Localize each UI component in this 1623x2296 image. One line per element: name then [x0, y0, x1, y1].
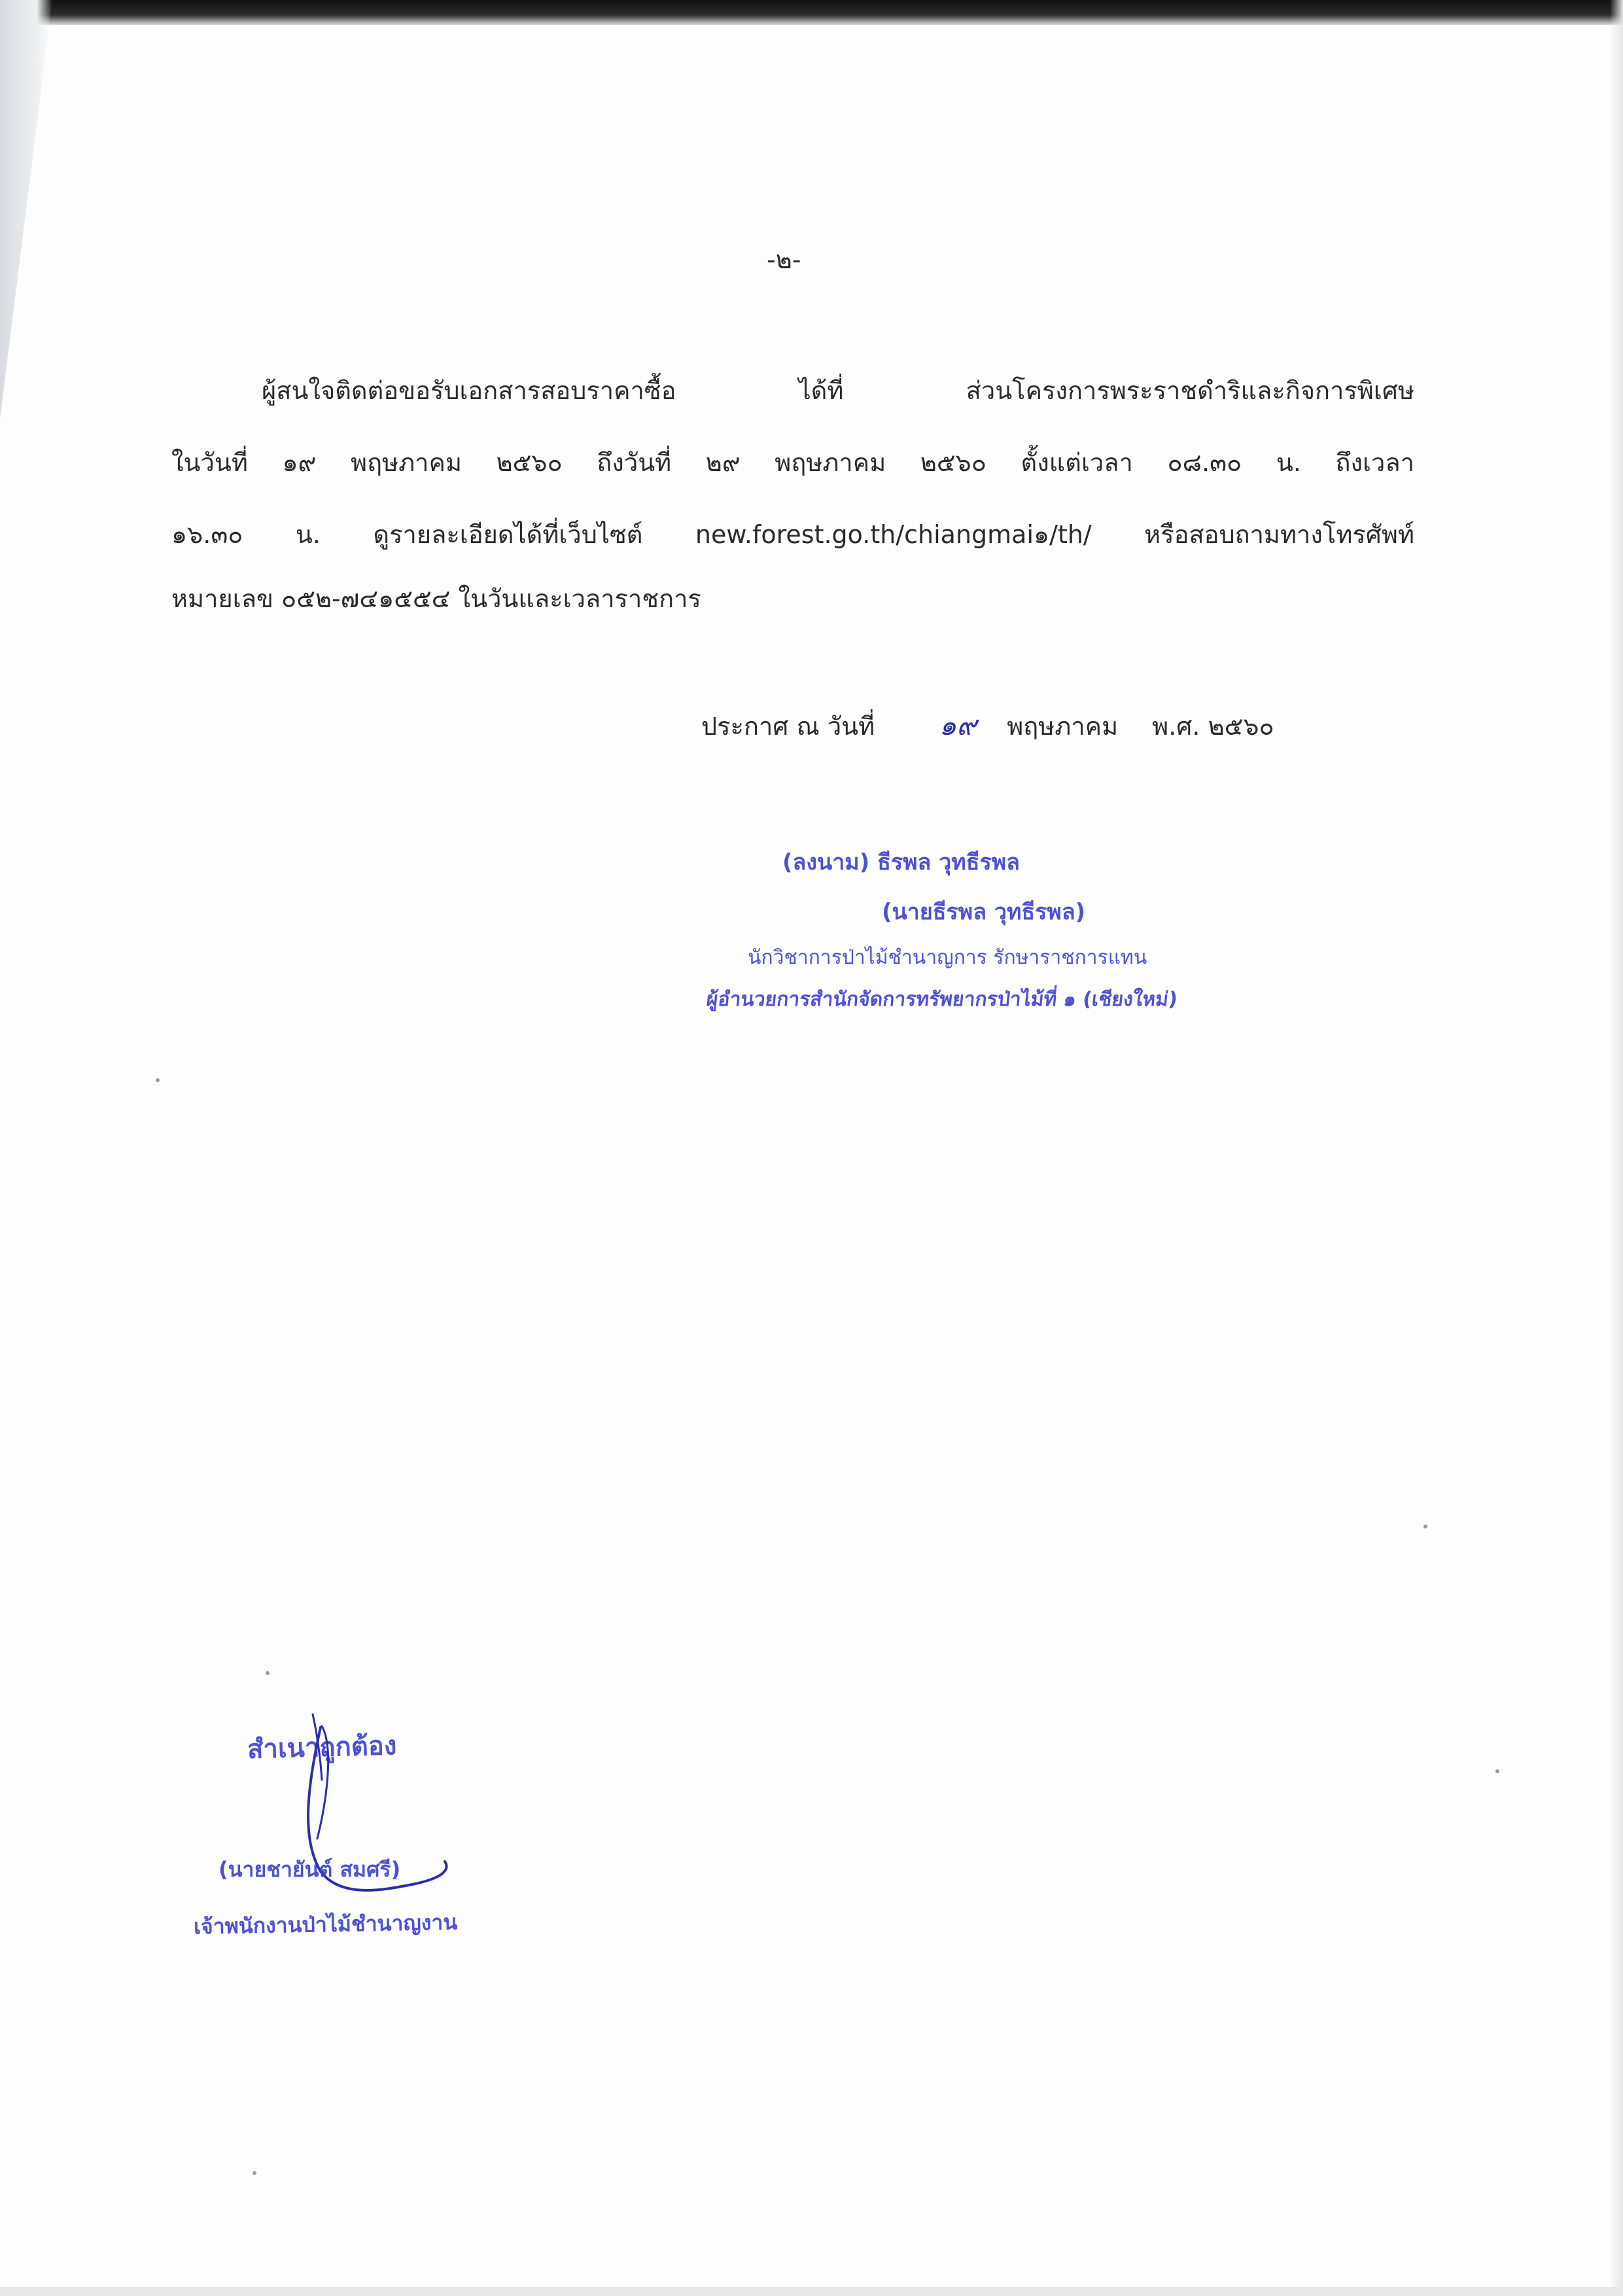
handwritten-day: ๑๙ [939, 709, 977, 741]
body-paragraph-line: ๑๖.๓๐ น. ดูรายละเอียดได้ที่เว็บไซต์ new.forest.go.th/chiangmai๑/th/ หรือสอบถามทางโทรศัพท์ [171, 520, 1414, 549]
announcement-date [701, 704, 1274, 747]
certified-copy-role: เจ้าพนักงานป่าไม้ชำนาญงาน [193, 1909, 458, 1939]
scan-speck [253, 2171, 256, 2175]
stamp-acting-director: ผู้อำนวยการสำนักจัดการทรัพยากรป่าไม้ที่ ๑ (เชียงใหม่) [705, 988, 1179, 1011]
scan-speck [1495, 1769, 1499, 1773]
stamp-signer-position: นักวิชาการป่าไม้ชำนาญการ รักษาราชการแทน [748, 946, 1147, 969]
body-paragraph-line: หมายเลข ๐๕๒-๗๔๑๕๕๔ ในวันและเวลาราชการ [171, 584, 701, 613]
scan-speck [266, 1671, 270, 1675]
scan-speck [156, 1078, 160, 1082]
body-paragraph-line: ในวันที่ ๑๙ พฤษภาคม ๒๕๖๐ ถึงวันที่ ๒๙ พฤษภาคม ๒๕๖๐ ตั้งแต่เวลา ๐๘.๓๐ น. ถึงเวลา [171, 448, 1414, 477]
stamp-signed-line: (ลงนาม) ธีรพล วุทธีรพล [782, 849, 1020, 875]
page-number: -๒- [767, 245, 801, 274]
body-paragraph-line: ผู้สนใจติดต่อขอรับเอกสารสอบราคาซื้อ ได้ที่ ส่วนโครงการพระราชดำริและกิจการพิเศษ [262, 376, 1414, 405]
scan-left-fold [0, 0, 52, 419]
certified-copy-name: (นายชายันต์ สมศรี) [218, 1857, 401, 1882]
scan-bottom-edge [0, 2287, 1623, 2296]
scan-right-edge [1610, 0, 1623, 2296]
scan-speck [1423, 1525, 1427, 1528]
stamp-signer-name: (นายธีรพล วุทธีรพล) [882, 899, 1086, 925]
certified-copy-title: สำเนาถูกต้อง [247, 1731, 397, 1765]
announcement-year: พ.ศ. ๒๕๖๐ [1152, 712, 1274, 741]
scan-top-shadow [0, 0, 1623, 25]
announcement-prefix: ประกาศ ณ วันที่ [701, 712, 875, 741]
announcement-month: พฤษภาคม [1007, 712, 1119, 741]
